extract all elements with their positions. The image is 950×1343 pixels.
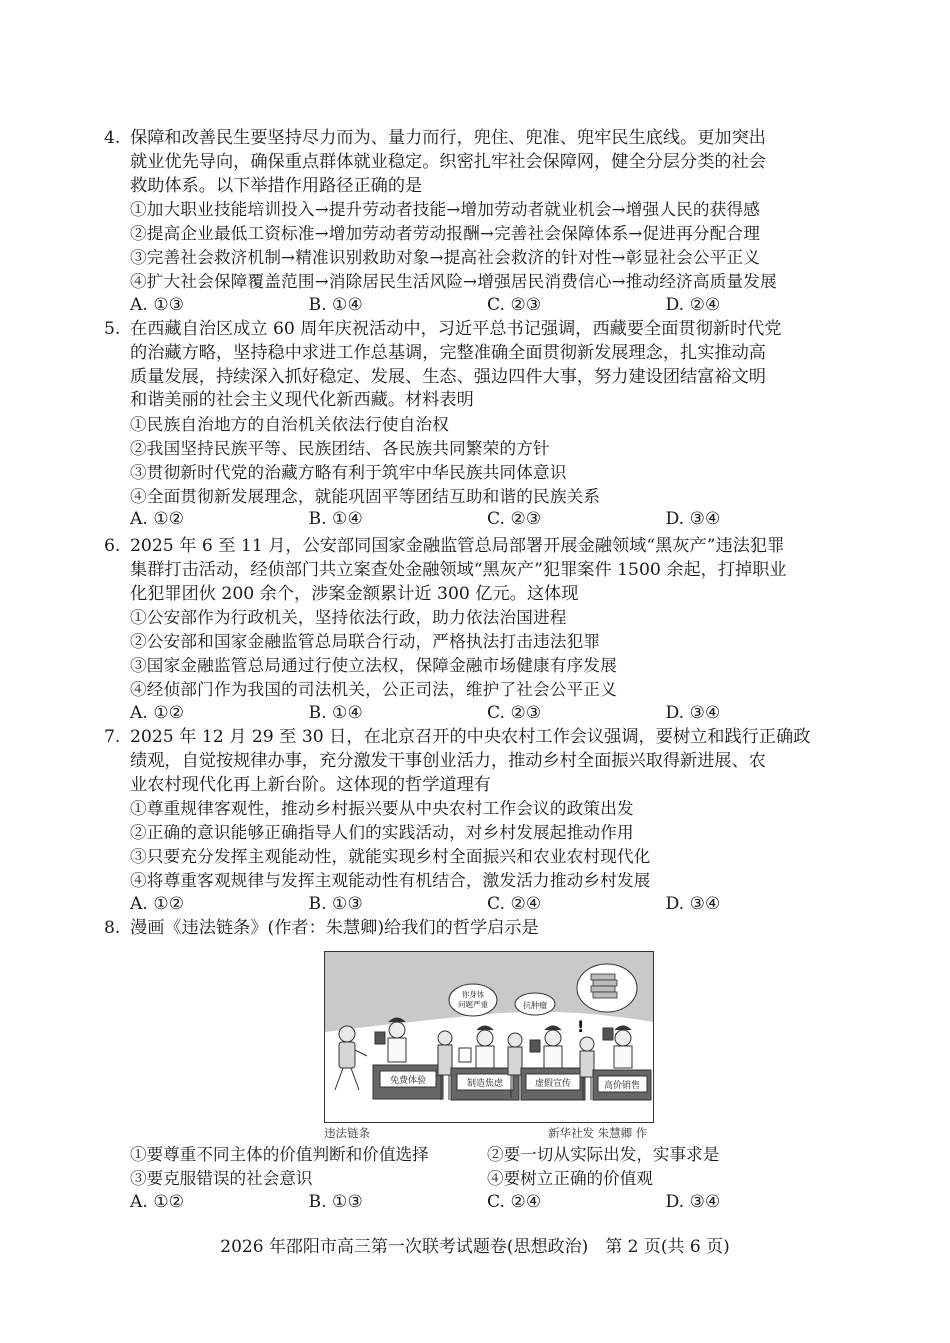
question-stem: 在西藏自治区成立 60 周年庆祝活动中，习近平总书记强调，西藏要全面贯彻新时代党	[130, 319, 782, 339]
option-row-1	[104, 1143, 844, 1167]
answer-d: D. ③④	[665, 893, 721, 914]
cartoon-drawing	[325, 952, 653, 1122]
question-stem: 的治藏方略，坚持稳中求进工作总基调，完整准确全面贯彻新发展理念，扎实推动高	[130, 342, 766, 363]
option-1: ①公安部作为行政机关，坚持依法行政，助力依法治国进程	[130, 608, 567, 628]
cartoon-title: 违法链条	[324, 1126, 370, 1140]
answer-a: A. ①②	[130, 893, 185, 914]
option-2: ②正确的意识能够正确指导人们的实践活动，对乡村发展起推动作用	[130, 823, 634, 843]
cartoon-illustration	[324, 951, 654, 1123]
answer-b: B. ①③	[308, 893, 363, 914]
answer-b: B. ①④	[308, 509, 363, 530]
question-number: 5.	[104, 319, 121, 339]
option-1: ①尊重规律客观性，推动乡村振兴要从中央农村工作会议的政策出发	[130, 799, 634, 819]
option-3: ③国家金融监管总局通过行使立法权，保障金融市场健康有序发展	[130, 655, 618, 675]
question-number: 6.	[104, 536, 121, 556]
money-stack-icon	[591, 974, 617, 998]
answer-choices	[104, 1191, 844, 1215]
answer-choices	[104, 508, 844, 532]
option-4: ④将尊重客观规律与发挥主观能动性有机结合，激发活力推动乡村发展	[130, 870, 651, 890]
salesman-4-icon	[603, 1026, 632, 1068]
question-stem: 业农村现代化再上新台阶。这体现的哲学道理有	[130, 774, 491, 795]
option-4: ④全面贯彻新发展理念，就能巩固平等团结互助和谐的民族关系	[130, 486, 601, 506]
question-stem: 救助体系。以下举措作用路径正确的是	[130, 175, 423, 196]
desk-sign-2: 制造焦虑	[466, 1079, 504, 1089]
question-number: 7.	[104, 727, 121, 747]
option-4: ④扩大社会保障覆盖范围→消除居民生活风险→增强居民消费信心→推动经济高质量发展	[130, 271, 777, 291]
option-1: ①要尊重不同主体的价值判断和价值选择	[130, 1145, 429, 1164]
page-footer: 2026 年邵阳市高三第一次联考试题卷(思想政治) 第 2 页(共 6 页)	[220, 1237, 730, 1257]
option-1: ①加大职业技能培训投入→提升劳动者技能→增加劳动者就业机会→增强人民的获得感	[130, 200, 761, 220]
question-stem: 集群打击活动，经侦部门共立案查处金融领域“黑灰产”犯罪案件 1500 余起，打掉职业	[130, 559, 787, 580]
question-stem: 漫画《违法链条》(作者：朱慧卿)给我们的哲学启示是	[130, 918, 539, 938]
option-4: ④要树立正确的价值观	[487, 1168, 653, 1188]
option-2: ②公安部和国家金融监管总局联合行动，严格执法打击违法犯罪	[130, 632, 601, 652]
question-stem: 就业优先导向，确保重点群体就业稳定。织密扎牢社会保障网，健全分层分类的社会	[130, 151, 766, 172]
desk-sign-1: 免费体验	[389, 1076, 427, 1086]
answer-a: A. ①②	[130, 702, 185, 723]
option-3: ③贯彻新时代党的治藏方略有利于筑牢中华民族共同体意识	[130, 462, 567, 482]
answer-b: B. ①④	[308, 294, 363, 315]
option-2: ②提高企业最低工资标准→增加劳动者劳动报酬→完善社会保障体系→促进再分配合理	[130, 224, 761, 244]
desk-sign-3: 虚假宣传	[534, 1079, 572, 1089]
option-2: ②要一切从实际出发，实事求是	[487, 1145, 720, 1164]
question-stem: 和谐美丽的社会主义现代化新西藏。材料表明	[130, 390, 474, 411]
cartoon-credit: 新华社发 朱慧卿 作	[548, 1126, 648, 1140]
salesman-2-icon	[459, 1026, 494, 1068]
exclamation-mark: !	[577, 1017, 585, 1036]
question-number: 4.	[104, 128, 121, 148]
answer-c: C. ②③	[487, 702, 542, 723]
question-stem: 2025 年 6 至 11 月，公安部同国家金融监管总局部署开展金融领域“黑灰产”违法犯罪	[130, 536, 785, 556]
answer-choices	[104, 893, 844, 917]
svg-text:抗肿瘤: 抗肿瘤	[523, 1001, 547, 1010]
question-4	[104, 127, 844, 317]
question-stem: 2025 年 12 月 29 至 30 日，在北京召开的中央农村工作会议强调，要树立和践行正确政	[130, 727, 811, 747]
answer-d: D. ②④	[665, 294, 721, 315]
answer-d: D. ③④	[665, 509, 721, 530]
question-stem: 绩观，自觉按规律办事，充分激发干事创业活力，推动乡村全面振兴取得新进展、农	[130, 750, 766, 771]
answer-a: A. ①②	[130, 509, 185, 530]
answer-a: A. ①②	[130, 1191, 185, 1212]
option-3: ③完善社会救济机制→精准识别救助对象→提高社会救济的针对性→彰显社会公平正义	[130, 247, 761, 267]
svg-text:问题严重: 问题严重	[458, 1000, 488, 1009]
answer-c: C. ②④	[487, 893, 542, 914]
desk-sign-4: 高价销售	[603, 1081, 641, 1091]
answer-c: C. ②④	[487, 1191, 542, 1212]
option-1: ①民族自治地方的自治机关依法行使自治权	[130, 415, 450, 435]
answer-c: C. ②③	[487, 509, 542, 530]
answer-a: A. ①③	[130, 294, 185, 315]
answer-b: B. ①③	[308, 1191, 363, 1212]
answer-choices	[104, 294, 844, 318]
question-6	[104, 535, 844, 725]
question-8	[104, 917, 844, 941]
answer-b: B. ①④	[308, 702, 363, 723]
answer-choices	[104, 702, 844, 726]
option-3: ③只要充分发挥主观能动性，就能实现乡村全面振兴和农业农村现代化	[130, 846, 651, 866]
question-5	[104, 318, 844, 532]
svg-text:你身体: 你身体	[461, 990, 485, 999]
option-3: ③要克服错误的社会意识	[130, 1168, 313, 1188]
question-stem: 质量发展，持续深入抓好稳定、发展、生态、强边四件大事，努力建设团结富裕文明	[130, 366, 766, 387]
option-2: ②我国坚持民族平等、民族团结、各民族共同繁荣的方针	[130, 438, 550, 458]
elderly-man-walking-icon	[335, 1026, 367, 1090]
question-8-options	[104, 1143, 844, 1214]
question-number: 8.	[104, 918, 121, 938]
answer-d: D. ③④	[665, 702, 721, 723]
question-7	[104, 726, 844, 916]
question-stem: 保障和改善民生要坚持尽力而为、量力而行，兜住、兜准、兜牢民生底线。更加突出	[130, 128, 766, 148]
answer-d: D. ③④	[665, 1191, 721, 1212]
answer-c: C. ②③	[487, 294, 542, 315]
option-4: ④经侦部门作为我国的司法机关，公正司法，维护了社会公平正义	[130, 679, 618, 699]
question-stem: 化犯罪团伙 200 余个，涉案金额累计近 300 亿元。这体现	[130, 583, 579, 604]
option-row-2	[104, 1167, 844, 1191]
salesman-3-icon	[530, 1026, 562, 1068]
